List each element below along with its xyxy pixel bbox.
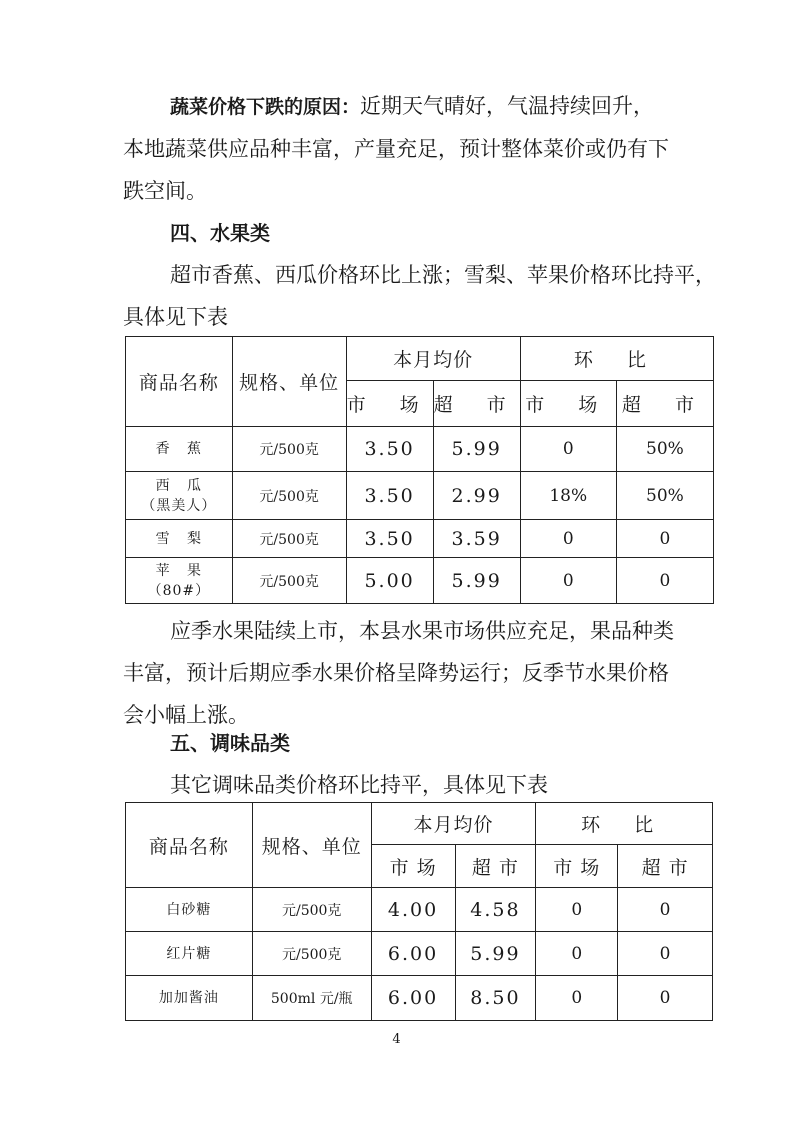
season-mom-super: 0 bbox=[618, 888, 713, 932]
fruit-name: 西 瓜 bbox=[155, 477, 203, 494]
fruit-header-market: 市 场 bbox=[346, 381, 433, 427]
fruit-name-cell bbox=[126, 427, 233, 472]
season-header-market: 市 场 bbox=[371, 845, 455, 888]
season-mom-super: 0 bbox=[618, 932, 713, 976]
fruit-header-name: 商品名称 bbox=[126, 337, 233, 427]
fruit-spec-cell: 元/500克 bbox=[232, 558, 346, 604]
season-intro: 其它调味品类价格环比持平，具体见下表 bbox=[170, 773, 548, 797]
season-header-spec: 规格、单位 bbox=[252, 803, 371, 888]
season-name: 加加酱油 bbox=[126, 976, 253, 1021]
section-5-heading: 五、调味品类 bbox=[170, 731, 290, 755]
season-super-price: 8.50 bbox=[455, 976, 536, 1021]
fruit-name: 雪 梨 bbox=[155, 530, 203, 547]
season-market-price: 6.00 bbox=[371, 932, 455, 976]
fruit-name-cell bbox=[126, 520, 233, 558]
fruit-header-mom-supermarket: 超 市 bbox=[616, 381, 713, 427]
season-spec: 元/500克 bbox=[252, 888, 371, 932]
season-mom-market: 0 bbox=[536, 888, 618, 932]
season-market-price: 4.00 bbox=[371, 888, 455, 932]
fruit-market-price: 5.00 bbox=[346, 558, 433, 604]
season-name: 红片糖 bbox=[126, 932, 253, 976]
veg-reason-lead: 蔬菜价格下跌的原因： bbox=[170, 96, 361, 118]
season-spec: 500ml 元/瓶 bbox=[252, 976, 371, 1021]
fruit-intro-line-1: 超市香蕉、西瓜价格环比上涨；雪梨、苹果价格环比持平， bbox=[170, 263, 716, 287]
fruit-mom-super: 50% bbox=[616, 472, 713, 520]
season-market-price: 6.00 bbox=[371, 976, 455, 1021]
fruit-header-spec: 规格、单位 bbox=[232, 337, 346, 427]
fruit-mom-super: 50% bbox=[616, 427, 713, 472]
table-row bbox=[126, 888, 713, 932]
season-header-mom-supermarket: 超 市 bbox=[618, 845, 713, 888]
fruit-name: 苹 果 bbox=[155, 562, 203, 579]
season-name: 白砂糖 bbox=[126, 888, 253, 932]
veg-reason-line-2: 本地蔬菜供应品种丰富，产量充足，预计整体菜价或仍有下 bbox=[123, 137, 669, 161]
fruit-mom-market: 0 bbox=[520, 558, 616, 604]
fruit-outlook-line-3: 会小幅上涨。 bbox=[123, 703, 249, 727]
table-row bbox=[126, 472, 714, 520]
table-row bbox=[126, 558, 714, 604]
fruit-header-supermarket: 超 市 bbox=[433, 381, 520, 427]
table-row bbox=[126, 976, 713, 1021]
season-header-supermarket: 超 市 bbox=[455, 845, 536, 888]
fruit-header-mom: 环 比 bbox=[520, 337, 713, 381]
fruit-mom-super: 0 bbox=[616, 520, 713, 558]
table-row bbox=[126, 427, 714, 472]
fruit-spec-cell: 元/500克 bbox=[232, 520, 346, 558]
veg-reason-line-3: 跌空间。 bbox=[123, 179, 207, 203]
season-header-mom: 环 比 bbox=[536, 803, 713, 845]
fruit-mom-market: 0 bbox=[520, 427, 616, 472]
fruit-outlook-line-2: 丰富，预计后期应季水果价格呈降势运行；反季节水果价格 bbox=[123, 661, 669, 685]
season-mom-market: 0 bbox=[536, 976, 618, 1021]
fruit-intro-line-2: 具体见下表 bbox=[123, 305, 228, 329]
fruit-outlook-line-1: 应季水果陆续上市，本县水果市场供应充足，果品种类 bbox=[170, 619, 674, 643]
veg-reason-line-1 bbox=[170, 92, 654, 121]
fruit-variety: （黑美人） bbox=[141, 497, 217, 514]
fruit-mom-market: 0 bbox=[520, 520, 616, 558]
fruit-name-cell bbox=[126, 558, 233, 604]
table-row bbox=[126, 932, 713, 976]
season-header-mom-market: 市 场 bbox=[536, 845, 618, 888]
fruit-market-price: 3.50 bbox=[346, 427, 433, 472]
fruit-name-cell bbox=[126, 472, 233, 520]
fruit-mom-super: 0 bbox=[616, 558, 713, 604]
fruit-header-mom-market: 市 场 bbox=[520, 381, 616, 427]
fruit-spec-cell: 元/500克 bbox=[232, 472, 346, 520]
fruit-variety: （80#） bbox=[147, 582, 211, 599]
seasoning-price-table bbox=[125, 802, 713, 1021]
veg-reason-line-1-rest: 近期天气晴好，气温持续回升， bbox=[360, 94, 655, 118]
fruit-spec-cell: 元/500克 bbox=[232, 427, 346, 472]
fruit-price-table bbox=[125, 336, 714, 604]
fruit-super-price: 3.59 bbox=[433, 520, 520, 558]
season-spec: 元/500克 bbox=[252, 932, 371, 976]
table-row bbox=[126, 520, 714, 558]
fruit-market-price: 3.50 bbox=[346, 520, 433, 558]
season-mom-super: 0 bbox=[618, 976, 713, 1021]
fruit-mom-market: 18% bbox=[520, 472, 616, 520]
season-header-avg-price: 本月均价 bbox=[371, 803, 536, 845]
fruit-name: 香 蕉 bbox=[155, 441, 203, 457]
fruit-super-price: 5.99 bbox=[433, 558, 520, 604]
section-4-heading: 四、水果类 bbox=[170, 221, 270, 245]
season-super-price: 4.58 bbox=[455, 888, 536, 932]
season-mom-market: 0 bbox=[536, 932, 618, 976]
season-header-name: 商品名称 bbox=[126, 803, 253, 888]
fruit-market-price: 3.50 bbox=[346, 472, 433, 520]
fruit-header-avg-price: 本月均价 bbox=[346, 337, 520, 381]
season-super-price: 5.99 bbox=[455, 932, 536, 976]
fruit-super-price: 5.99 bbox=[433, 427, 520, 472]
page-number: 4 bbox=[392, 1032, 401, 1047]
fruit-super-price: 2.99 bbox=[433, 472, 520, 520]
